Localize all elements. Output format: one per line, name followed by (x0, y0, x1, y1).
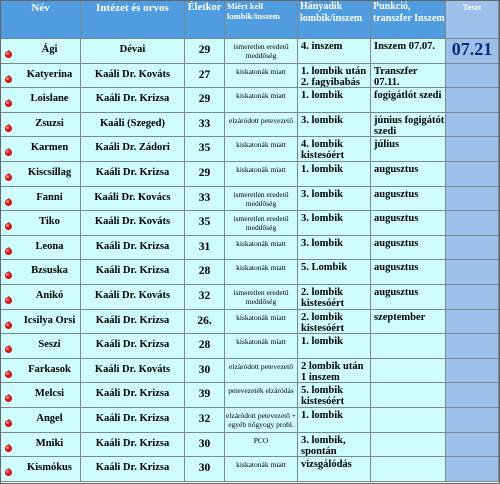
row-name-text: Ági (41, 44, 58, 55)
row-8-name (1, 236, 81, 261)
row-17-clinic: Kaáli Dr. Krizsa (81, 457, 185, 482)
row-name-text: Karmen (30, 142, 69, 154)
row-17-test (446, 457, 499, 482)
row-9-test (446, 260, 499, 285)
row-7-age: 35 (185, 211, 225, 236)
flower-icon (4, 194, 13, 203)
row-11-name (1, 310, 81, 335)
row-6-name (1, 187, 81, 212)
row-1-puncture: Transzfer 07.11. (371, 64, 446, 89)
row-2-age: 29 (185, 88, 225, 113)
row-4-attempt: 4. lombik kistesóért (298, 137, 371, 162)
row-name-text: Bzsuska (31, 265, 68, 277)
row-9-reason: kiskatonák miatt (225, 260, 298, 285)
row-15-attempt: 1. lombik (298, 408, 371, 433)
row-14-reason: petevezeték elzáródás (225, 383, 298, 408)
flower-icon (4, 120, 13, 129)
row-13-age: 30 (185, 359, 225, 384)
row-9-attempt: 5. Lombik (298, 260, 371, 285)
flower-icon (4, 292, 13, 301)
row-12-clinic: Kaáli Dr. Krizsa (81, 334, 185, 359)
row-name-text: Kiscsillag (27, 166, 72, 178)
row-15-puncture (371, 408, 446, 433)
row-16-puncture (371, 433, 446, 458)
row-11-puncture: szeptember (371, 310, 446, 335)
row-6-reason: ismeretlen eredetű meddőség (225, 187, 298, 212)
row-11-clinic: Kaáli Dr. Krizsa (81, 310, 185, 335)
row-7-attempt: 3. lombik (298, 211, 371, 236)
row-2-attempt: 1. lombik (298, 88, 371, 113)
row-11-age: 26. (185, 310, 225, 335)
row-5-test (446, 162, 499, 187)
row-name-text: Loislane (30, 93, 69, 105)
header-test: Teszt (446, 1, 499, 39)
row-name-text: Mniki (35, 437, 64, 449)
row-13-name (1, 359, 81, 384)
row-8-attempt: 3. lombik (298, 236, 371, 261)
row-3-name (1, 113, 81, 138)
row-0-reason: ismeretlen eredetű meddőség (225, 39, 298, 64)
row-11-reason: kiskatonák miatt (225, 310, 298, 335)
row-13-test (446, 359, 499, 384)
row-7-name (1, 211, 81, 236)
row-9-age: 28 (185, 260, 225, 285)
header-reason: Miért kell lombik/inszem (225, 1, 298, 39)
row-10-attempt: 2. lombik kistesóért (298, 285, 371, 310)
flower-icon (4, 95, 13, 104)
row-10-name (1, 285, 81, 310)
row-3-test (446, 113, 499, 138)
row-0-attempt: 4. inszem (298, 39, 371, 64)
row-15-test (446, 408, 499, 433)
row-5-age: 29 (185, 162, 225, 187)
row-5-reason: kiskatonák miatt (225, 162, 298, 187)
row-8-age: 31 (185, 236, 225, 261)
row-7-reason: ismeretlen eredetű meddőség (225, 211, 298, 236)
row-14-clinic: Kaáli Dr. Krizsa (81, 383, 185, 408)
row-name-text: Tiko (39, 216, 60, 228)
row-1-clinic: Kaáli Dr. Kováts (81, 64, 185, 89)
row-name-text: Farkasok (28, 363, 71, 375)
row-3-reason: elzáródott petevezető (225, 113, 298, 138)
row-16-age: 30 (185, 433, 225, 458)
row-15-reason: elzáródott petevezető + egyéb nőgyogy probl. (225, 408, 298, 433)
row-10-age: 32 (185, 285, 225, 310)
row-6-test (446, 187, 499, 212)
row-5-attempt: 1. lombik (298, 162, 371, 187)
row-1-test (446, 64, 499, 89)
row-12-name (1, 334, 81, 359)
row-name-text: Katyerina (26, 68, 73, 80)
row-15-name (1, 408, 81, 433)
row-16-clinic: Kaáli Dr. Krizsa (81, 433, 185, 458)
row-name-text: Anikó (35, 289, 64, 301)
row-1-name (1, 64, 81, 89)
flower-icon (4, 415, 13, 424)
row-name-text: Kismókus (27, 462, 72, 474)
row-17-puncture (371, 457, 446, 482)
row-1-attempt: 1. lombik után 2. fagyibabás (298, 64, 371, 89)
row-8-reason: kiskatonák miatt (225, 236, 298, 261)
row-2-reason: kiskatonák miatt (225, 88, 298, 113)
flower-icon (4, 46, 13, 55)
row-10-test (446, 285, 499, 310)
row-2-puncture: fogigátlót szedi (371, 88, 446, 113)
flower-icon (4, 464, 13, 473)
row-12-reason: kiskatonák miatt (225, 334, 298, 359)
row-16-reason: PCO (225, 433, 298, 458)
row-15-clinic: Kaáli Dr. Krizsa (81, 408, 185, 433)
header-age: Életkor (185, 1, 225, 39)
row-name-text: Seszi (38, 339, 61, 351)
row-5-puncture: augusztus (371, 162, 446, 187)
row-3-age: 33 (185, 113, 225, 138)
row-0-test: 07.21 (446, 39, 499, 64)
row-12-attempt: 1. lombik (298, 334, 371, 359)
row-16-name (1, 433, 81, 458)
flower-icon (4, 317, 13, 326)
row-2-clinic: Kaáli Dr. Krizsa (81, 88, 185, 113)
row-14-age: 39 (185, 383, 225, 408)
row-2-test (446, 88, 499, 113)
flower-icon (4, 169, 13, 178)
row-4-reason: kiskatonák miatt (225, 137, 298, 162)
row-4-test (446, 137, 499, 162)
row-0-puncture: Inszem 07.07. (371, 39, 446, 64)
flower-icon (4, 267, 13, 276)
row-10-clinic: Kaáli Dr. Kováts (81, 285, 185, 310)
row-14-test (446, 383, 499, 408)
row-name-text: Icsilya Orsi (23, 314, 76, 326)
row-11-test (446, 310, 499, 335)
row-0-name (1, 39, 81, 64)
row-1-age: 27 (185, 64, 225, 89)
header-attempt: Hányadik lombik/inszem (298, 1, 371, 39)
row-9-name (1, 260, 81, 285)
row-9-puncture: augusztus (371, 260, 446, 285)
flower-icon (4, 218, 13, 227)
row-8-test (446, 236, 499, 261)
row-8-clinic: Kaáli Dr. Krizsa (81, 236, 185, 261)
row-4-clinic: Kaáli Dr. Zádori (81, 137, 185, 162)
row-name-text: Zsuzsi (35, 117, 64, 129)
row-4-puncture: július (371, 137, 446, 162)
row-8-puncture: augusztus (371, 236, 446, 261)
row-13-attempt: 2 lombik után 1 inszem (298, 359, 371, 384)
row-17-age: 30 (185, 457, 225, 482)
row-5-name (1, 162, 81, 187)
flower-icon (4, 390, 13, 399)
row-17-attempt: vizsgálódás (298, 457, 371, 482)
row-name-text: Angel (36, 412, 63, 424)
row-10-reason: ismeretlen eredetű meddőség (225, 285, 298, 310)
flower-icon (4, 341, 13, 350)
row-17-reason: kiskatonák miatt (225, 457, 298, 482)
header-puncture: Punkció, transzfer Inszem (371, 1, 446, 39)
row-3-attempt: 3. lombik (298, 113, 371, 138)
row-4-age: 35 (185, 137, 225, 162)
row-14-puncture (371, 383, 446, 408)
row-9-clinic: Kaáli Dr. Krizsa (81, 260, 185, 285)
row-3-clinic: Kaáli (Szeged) (81, 113, 185, 138)
row-12-test (446, 334, 499, 359)
row-name-text: Melcsi (34, 388, 65, 400)
row-6-attempt: 3. lombik (298, 187, 371, 212)
row-12-puncture (371, 334, 446, 359)
row-name-text: Leona (35, 240, 64, 252)
header-name: Név (1, 1, 81, 39)
row-6-clinic: Kaáli Dr. Kovács (81, 187, 185, 212)
row-6-age: 33 (185, 187, 225, 212)
row-2-name (1, 88, 81, 113)
row-12-age: 28 (185, 334, 225, 359)
row-7-test (446, 211, 499, 236)
row-5-clinic: Kaáli Dr. Krizsa (81, 162, 185, 187)
row-0-clinic: Dévai (81, 39, 185, 64)
row-7-puncture: augusztus (371, 211, 446, 236)
row-16-attempt: 3. lombik, spontán (298, 433, 371, 458)
row-7-clinic: Kaáli Dr. Kováts (81, 211, 185, 236)
flower-icon (4, 366, 13, 375)
row-16-test (446, 433, 499, 458)
header-clinic: Intézet és orvos (81, 1, 185, 39)
flower-icon (4, 71, 13, 80)
row-13-clinic: Kaáli Dr. Kováts (81, 359, 185, 384)
row-3-puncture: június fogigátót szedi (371, 113, 446, 138)
row-name-text: Fanni (36, 191, 63, 203)
row-13-puncture (371, 359, 446, 384)
row-14-name (1, 383, 81, 408)
flower-icon (4, 243, 13, 252)
flower-icon (4, 440, 13, 449)
row-6-puncture: augusztus (371, 187, 446, 212)
row-11-attempt: 2. lombik kistesóért (298, 310, 371, 335)
row-0-age: 29 (185, 39, 225, 64)
row-4-name (1, 137, 81, 162)
row-1-reason: kiskatonák miatt (225, 64, 298, 89)
flower-icon (4, 144, 13, 153)
row-17-name (1, 457, 81, 482)
row-14-attempt: 5. lombik kistesóért (298, 383, 371, 408)
row-10-puncture: augusztus (371, 285, 446, 310)
row-13-reason: elzáródott petevezető (225, 359, 298, 384)
row-15-age: 32 (185, 408, 225, 433)
